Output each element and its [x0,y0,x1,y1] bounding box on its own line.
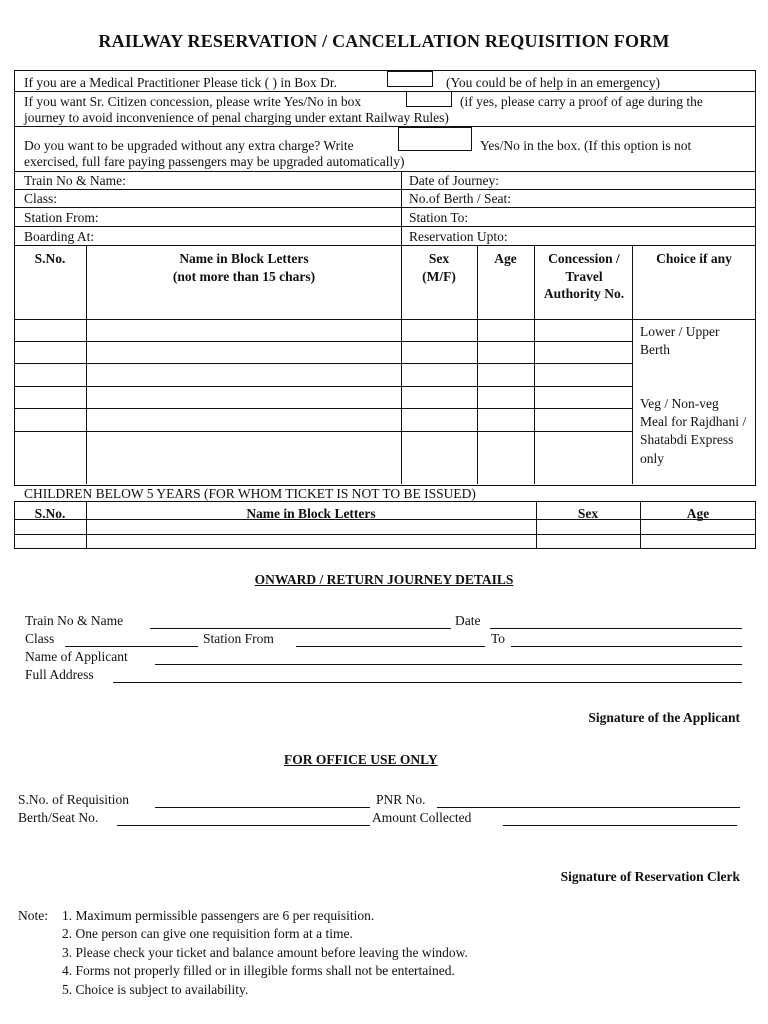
onward-class-line[interactable] [65,646,198,647]
onward-train-label: Train No & Name [25,613,124,628]
boarding-field[interactable]: Boarding At: [24,229,95,244]
office-berth-label: Berth/Seat No. [18,810,99,825]
passenger-row-1[interactable] [16,321,630,339]
station-from-field[interactable]: Station From: [24,210,99,225]
note-item-5: 5. Choice is subject to availability. [62,982,249,997]
child-col-sex: Sex [577,506,599,521]
form-title: RAILWAY RESERVATION / CANCELLATION REQUISITION FORM [98,31,670,51]
passenger-row-2[interactable] [16,343,630,361]
grid-line [632,245,633,484]
reservation-upto-field[interactable]: Reservation Upto: [409,229,508,244]
medical-text: If you are a Medical Practitioner Please tick ( ) in Box Dr. [24,75,338,90]
divider [14,189,756,190]
divider [14,245,756,246]
note-label: Note: [18,908,48,923]
onward-class-label: Class [25,631,55,646]
onward-from-label: Station From [203,631,274,646]
onward-to-label: To [491,631,506,646]
divider [14,126,756,127]
onward-date-line[interactable] [490,628,742,629]
office-sno-line[interactable] [155,807,370,808]
grid-line [14,363,632,364]
passenger-row-4[interactable] [16,388,630,406]
office-amount-label: Amount Collected [372,810,472,825]
passenger-row-5[interactable] [16,410,630,429]
note-item-3: 3. Please check your ticket and balance amount before leaving the window. [62,945,468,960]
grid-line [14,386,632,387]
passenger-row-3[interactable] [16,365,630,384]
senior-text: If you want Sr. Citizen concession, please write Yes/No in box [24,94,362,109]
office-amount-line[interactable] [503,825,737,826]
col-concession-header: Concession / Travel Authority No. [543,251,625,302]
class-field[interactable]: Class: [24,191,58,206]
office-pnr-line[interactable] [437,807,740,808]
date-field[interactable]: Date of Journey: [409,173,499,188]
divider [14,226,756,227]
senior-note: (if yes, please carry a proof of age during the [460,94,703,109]
grid-line [14,341,632,342]
child-row-2[interactable] [16,536,754,548]
grid-line [14,431,632,432]
choice-meal-text: Veg / Non-veg Meal for Rajdhani / Shatabdi Express only [640,396,747,466]
note-item-4: 4. Forms not properly filled or in illegible forms shall not be entertained. [62,963,455,978]
senior-yesno-box[interactable] [406,91,452,107]
onward-to-line[interactable] [511,646,742,647]
office-pnr-label: PNR No. [376,792,426,807]
grid-line [14,519,756,520]
col-name-subheader: (not more than 15 chars) [172,269,316,284]
office-berth-line[interactable] [117,825,370,826]
children-caption: CHILDREN BELOW 5 YEARS (FOR WHOM TICKET IS NOT TO BE ISSUED) [24,486,476,501]
col-sno-header: S.No. [34,251,66,266]
address-line[interactable] [113,682,742,683]
onward-date-label: Date [455,613,481,628]
note-item-1: 1. Maximum permissible passengers are 6 per requisition. [62,908,375,923]
divider [14,91,756,92]
office-heading: FOR OFFICE USE ONLY [284,752,438,767]
col-name-header: Name in Block Letters [179,251,309,266]
divider [14,171,756,172]
grid-line [14,408,632,409]
child-col-age: Age [686,506,710,521]
applicant-signature: Signature of the Applicant [588,710,740,725]
upgrade-note: Yes/No in the box. (If this option is not [480,138,692,153]
onward-heading: ONWARD / RETURN JOURNEY DETAILS [254,572,514,587]
divider [14,207,756,208]
col-age-header: Age [494,251,517,266]
passenger-row-6[interactable] [16,433,630,482]
medical-checkbox[interactable] [387,71,433,87]
col-choice-header: Choice if any [656,251,732,266]
upgrade-line2: exercised, full fare paying passengers may be upgraded automatically) [24,154,405,169]
station-to-field[interactable]: Station To: [409,210,469,225]
col-sex-header: Sex [428,251,450,266]
onward-from-line[interactable] [296,646,485,647]
child-col-name: Name in Block Letters [246,506,376,521]
train-field[interactable]: Train No & Name: [24,173,126,188]
upgrade-yesno-box[interactable] [398,127,472,151]
child-col-sno: S.No. [34,506,66,521]
upgrade-text: Do you want to be upgraded without any extra charge? Write [24,138,354,153]
berth-field[interactable]: No.of Berth / Seat: [409,191,511,206]
grid-line [14,534,756,535]
grid-line [14,319,756,320]
medical-note: (You could be of help in an emergency) [446,75,660,90]
applicant-line[interactable] [155,664,742,665]
clerk-signature: Signature of Reservation Clerk [560,869,740,884]
applicant-label: Name of Applicant [25,649,128,664]
note-item-2: 2. One person can give one requisition form at a time. [62,926,353,941]
office-sno-label: S.No. of Requisition [18,792,130,807]
col-sex-subheader: (M/F) [422,269,456,284]
senior-line2: journey to avoid inconvenience of penal charging under extant Railway Rules) [24,110,449,125]
onward-train-line[interactable] [150,628,451,629]
field-divider [401,171,402,245]
child-row-1[interactable] [16,521,754,533]
choice-berth-text: Lower / Upper Berth [640,324,720,358]
address-label: Full Address [25,667,94,682]
